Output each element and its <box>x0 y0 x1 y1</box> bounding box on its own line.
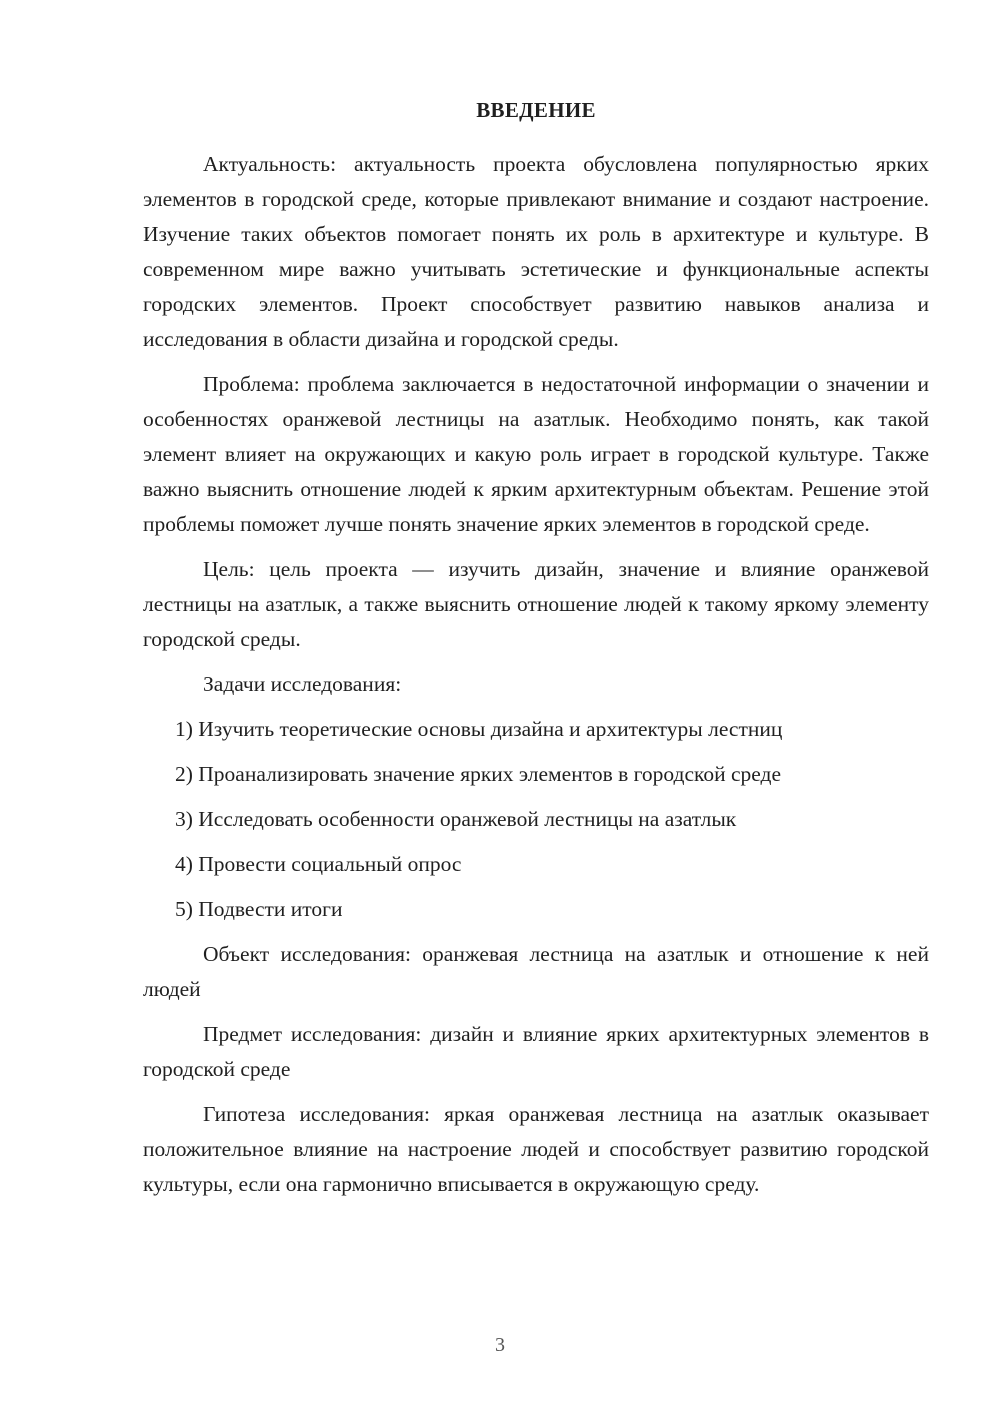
page-title: ВВЕДЕНИЕ <box>476 98 596 122</box>
paragraph-object: Объект исследования: оранжевая лестница на азатлык и отношение к ней людей <box>143 942 929 1001</box>
task-item-4: 4) Провести социальный опрос <box>175 852 462 876</box>
document-page <box>143 96 929 1212</box>
task-item-2: 2) Проанализировать значение ярких элементов в городской среде <box>175 762 782 786</box>
paragraph-hypothesis: Гипотеза исследования: яркая оранжевая лестница на азатлык оказывает положительное влияние на настроение людей и способствует развитию городской культуры, если она гармонично вписывается в окружающую среду. <box>143 1102 929 1196</box>
paragraph-goal: Цель: цель проекта — изучить дизайн, значение и влияние оранжевой лестницы на азатлык, а также выяснить отношение людей к такому яркому элементу городской среды. <box>143 557 929 651</box>
paragraph-problem: Проблема: проблема заключается в недостаточной информации о значении и особенностях оранжевой лестницы на азатлык. Необходимо понять, как такой элемент влияет на окружающих и какую роль играет в городской культуре. Также важно выяснить отношение людей к ярким архитектурным объектам. Решение этой проблемы поможет лучше понять значение ярких элементов в городской среде. <box>143 372 929 536</box>
paragraph-subject: Предмет исследования: дизайн и влияние ярких архитектурных элементов в городской среде <box>143 1022 929 1081</box>
paragraph-relevance: Актуальность: актуальность проекта обусловлена популярностью ярких элементов в городской среде, которые привлекают внимание и создают настроение. Изучение таких объектов помогает понять их роль в архитектуре и культуре. В современном мире важно учитывать эстетические и функциональные аспекты городских элементов. Проект способствует развитию навыков анализа и исследования в области дизайна и городской среды. <box>143 152 929 351</box>
task-item-5: 5) Подвести итоги <box>175 897 343 921</box>
task-item-1: 1) Изучить теоретические основы дизайна и архитектуры лестниц <box>175 717 783 741</box>
task-item-3: 3) Исследовать особенности оранжевой лестницы на азатлык <box>175 807 737 831</box>
page-number: 3 <box>495 1334 505 1356</box>
tasks-list <box>143 712 929 927</box>
tasks-heading: Задачи исследования: <box>203 672 402 696</box>
